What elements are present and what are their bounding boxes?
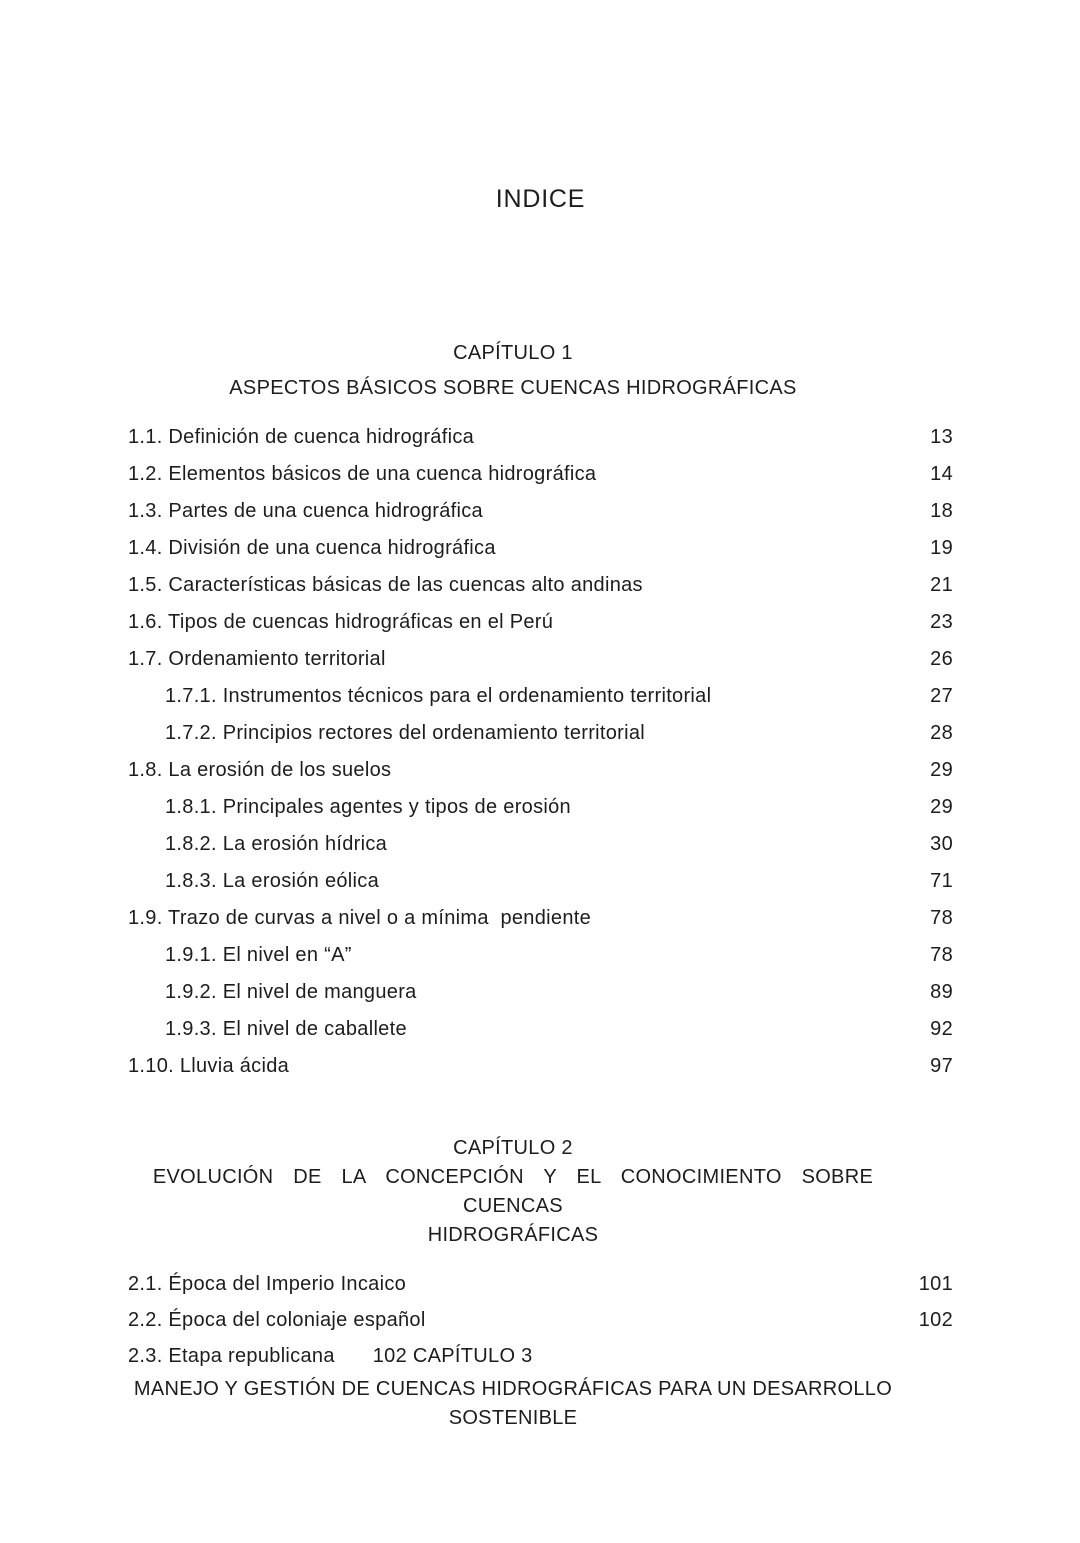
toc-entry-label: 1.9.1. El nivel en “A” [165,944,352,966]
toc-entry-page: 21 [930,574,953,596]
toc-entry [128,826,953,863]
toc-entry-page: 27 [930,685,953,707]
toc-entry-label: 1.8. La erosión de los suelos [128,759,392,781]
toc-entry-page: 26 [930,648,953,670]
toc-entry-page: 14 [930,463,953,485]
toc-entry [128,1302,953,1338]
toc-entry-label: 1.1. Definición de cuenca hidrográfica [128,426,475,448]
toc-entry [128,789,953,826]
chapter3-title-line1: MANEJO Y GESTIÓN DE CUENCAS HIDROGRÁFICAS PARA UN DESARROLLO [133,1378,893,1400]
toc-entry-label: 1.2. Elementos básicos de una cuenca hidrográfica [128,463,597,485]
chapter1-toc [128,419,953,1085]
chapter2-toc [128,1266,953,1374]
toc-entry [128,1338,953,1374]
chapter1-kicker: CAPÍTULO 1 [453,342,573,364]
toc-entry-label: 1.6. Tipos de cuencas hidrográficas en el Perú [128,611,554,633]
toc-entry-page: 78 [930,944,953,966]
toc-entry-label: 1.3. Partes de una cuenca hidrográfica [128,500,483,522]
toc-entry-page: 19 [930,537,953,559]
toc-entry [128,604,953,641]
toc-entry-page: 78 [930,907,953,929]
toc-entry-label: 1.10. Lluvia ácida [128,1055,290,1077]
chapter2-title-line2: HIDROGRÁFICAS [427,1224,599,1246]
toc-entry-page: 28 [930,722,953,744]
toc-entry-page: 30 [930,833,953,855]
chapter3-title-line2: SOSTENIBLE [448,1407,578,1429]
toc-entry-continuation: 102 CAPÍTULO 3 [372,1345,533,1367]
toc-entry [128,863,953,900]
toc-entry [128,1048,953,1085]
toc-entry-label: 1.7.1. Instrumentos técnicos para el ordenamiento territorial [165,685,712,707]
toc-entry-label: 1.8.1. Principales agentes y tipos de erosión [165,796,571,818]
toc-entry [128,493,953,530]
chapter2-kicker: CAPÍTULO 2 [453,1137,573,1159]
toc-entry-page: 71 [930,870,953,892]
toc-entry [128,641,953,678]
toc-entry-label: 1.5. Características básicas de las cuencas alto andinas [128,574,643,596]
toc-entry-label: 1.8.3. La erosión eólica [165,870,380,892]
toc-entry-page: 13 [930,426,953,448]
toc-entry-label: 1.9.2. El nivel de manguera [165,981,417,1003]
toc-entry-page: 18 [930,500,953,522]
toc-entry-page: 23 [930,611,953,633]
toc-entry [128,715,953,752]
toc-entry [128,456,953,493]
toc-entry-label: 1.7. Ordenamiento territorial [128,648,386,670]
toc-entry [128,1266,953,1302]
chapter2-heading [128,1133,898,1250]
toc-entry-label: 1.9.3. El nivel de caballete [165,1018,407,1040]
chapter3-heading [128,1375,898,1433]
toc-entry [128,1011,953,1048]
toc-entry [128,419,953,456]
toc-entry-label: 1.8.2. La erosión hídrica [165,833,388,855]
toc-entry-page: 92 [930,1018,953,1040]
toc-entry [128,937,953,974]
toc-entry-label: 1.9. Trazo de curvas a nivel o a mínima pendiente [128,907,592,929]
page-title: INDICE [495,185,586,213]
toc-entry [128,900,953,937]
toc-entry-label: 2.3. Etapa republicana [128,1345,335,1367]
toc-entry [128,678,953,715]
toc-entry [128,567,953,604]
toc-entry-label: 2.2. Época del coloniaje español [128,1309,426,1331]
toc-entry-page: 102 [918,1309,953,1331]
toc-entry-page: 29 [930,796,953,818]
toc-entry-page: 89 [930,981,953,1003]
toc-entry [128,974,953,1011]
toc-entry-page: 97 [930,1055,953,1077]
toc-entry-page: 29 [930,759,953,781]
toc-content [128,0,953,1433]
toc-entry-label: 2.1. Época del Imperio Incaico [128,1273,407,1295]
toc-entry [128,752,953,789]
toc-entry-label: 1.7.2. Principios rectores del ordenamiento territorial [165,722,646,744]
chapter2-title-line1: EVOLUCIÓN DE LA CONCEPCIÓN Y EL CONOCIMIENTO SOBRE CUENCAS [152,1166,874,1217]
toc-entry-page: 101 [918,1273,953,1295]
chapter1-heading [128,336,898,406]
toc-entry [128,530,953,567]
chapter1-title: ASPECTOS BÁSICOS SOBRE CUENCAS HIDROGRÁFICAS [229,377,797,399]
toc-entry-label: 1.4. División de una cuenca hidrográfica [128,537,496,559]
